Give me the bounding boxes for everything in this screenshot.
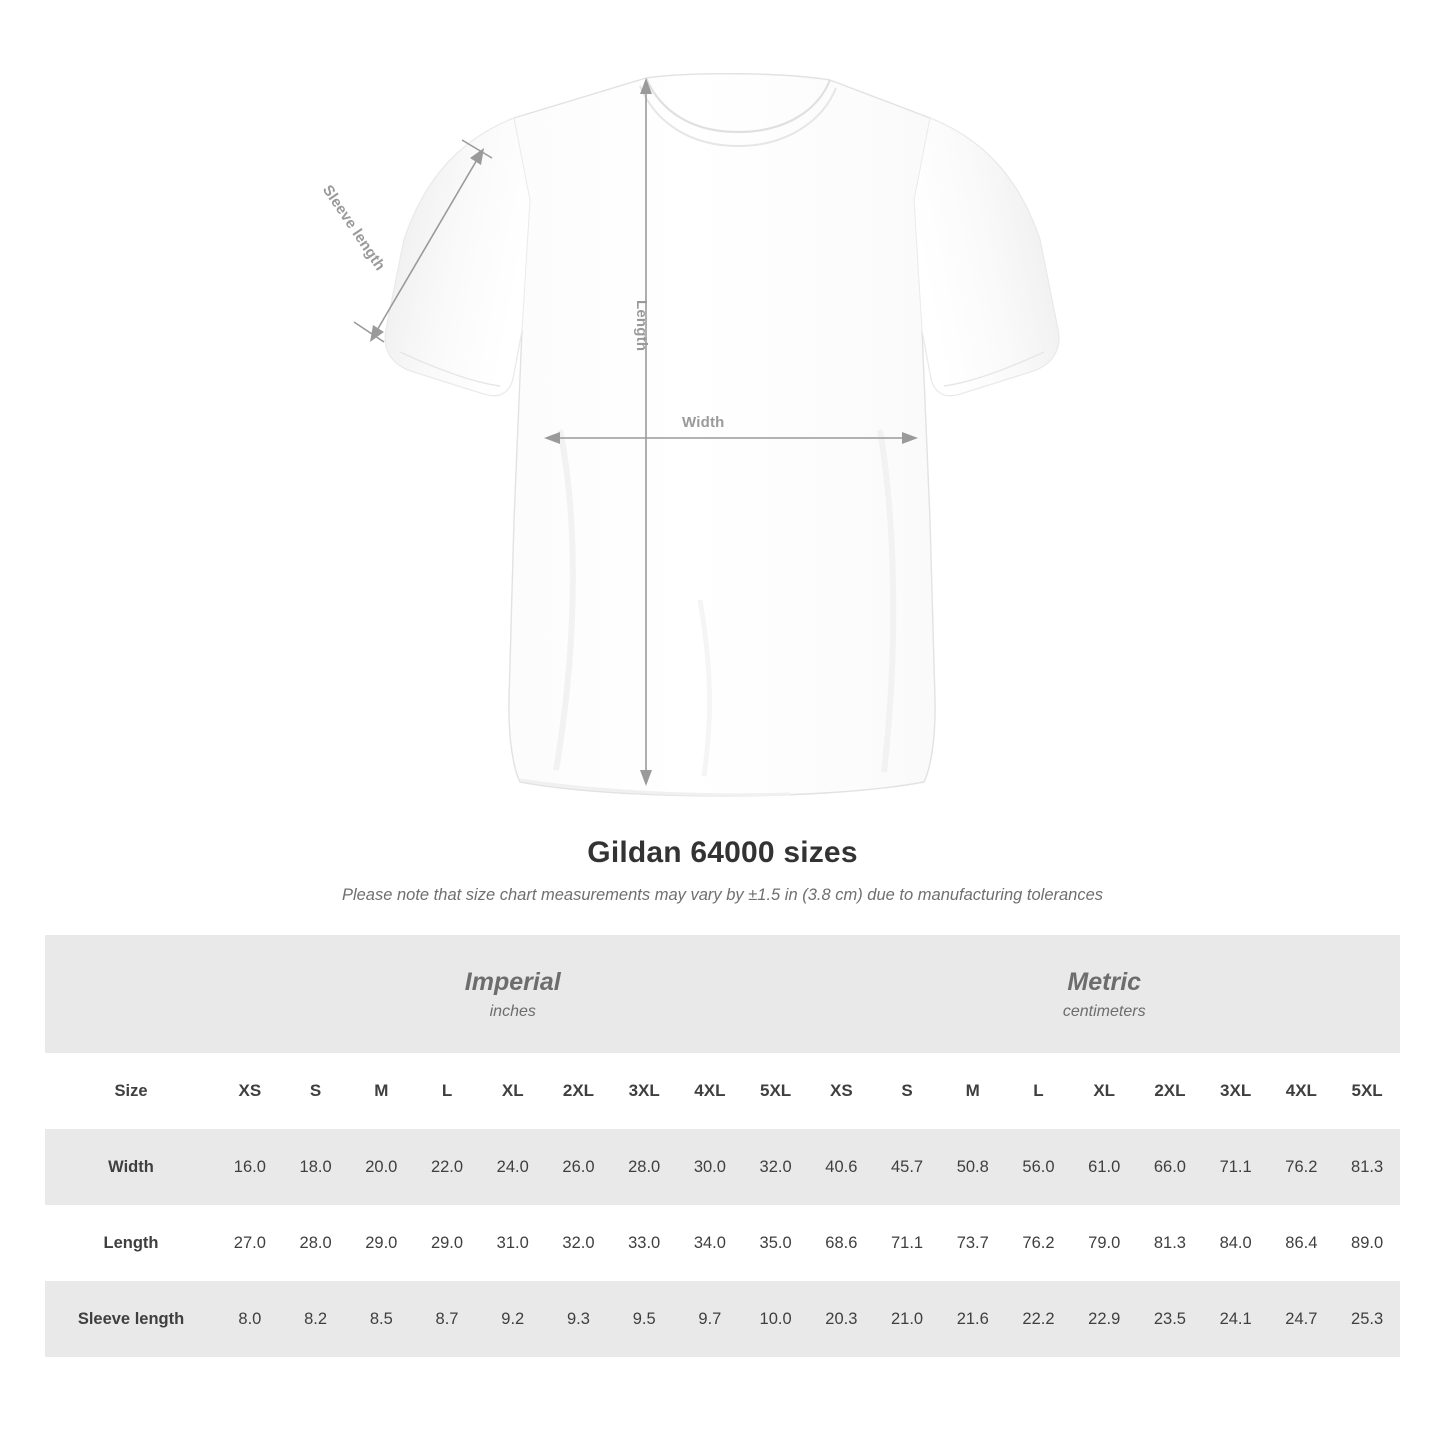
cell-width-12: 56.0 bbox=[1006, 1129, 1072, 1205]
unit-spacer-cell bbox=[45, 935, 217, 1053]
cell-sleeve-1: 8.2 bbox=[283, 1281, 349, 1357]
row-header-sleeve-length: Sleeve length bbox=[45, 1281, 217, 1357]
cell-width-2: 20.0 bbox=[348, 1129, 414, 1205]
table-row-sleeve-length bbox=[45, 1281, 1400, 1357]
sleeve-length-label: Sleeve length bbox=[318, 182, 389, 274]
cell-length-3: 29.0 bbox=[414, 1205, 480, 1281]
cell-width-16: 76.2 bbox=[1269, 1129, 1335, 1205]
cell-sleeve-9: 20.3 bbox=[808, 1281, 874, 1357]
cell-length-2: 29.0 bbox=[348, 1205, 414, 1281]
cell-length-12: 76.2 bbox=[1006, 1205, 1072, 1281]
cell-length-10: 71.1 bbox=[874, 1205, 940, 1281]
col-header-3xl-metric: 3XL bbox=[1203, 1053, 1269, 1129]
col-header-2xl-metric: 2XL bbox=[1137, 1053, 1203, 1129]
table-row-length bbox=[45, 1205, 1400, 1281]
cell-length-6: 33.0 bbox=[611, 1205, 677, 1281]
cell-length-17: 89.0 bbox=[1334, 1205, 1400, 1281]
cell-length-7: 34.0 bbox=[677, 1205, 743, 1281]
cell-width-4: 24.0 bbox=[480, 1129, 546, 1205]
cell-sleeve-11: 21.6 bbox=[940, 1281, 1006, 1357]
cell-length-5: 32.0 bbox=[546, 1205, 612, 1281]
col-header-xs-metric: XS bbox=[808, 1053, 874, 1129]
unit-metric-sub: centimeters bbox=[1062, 1002, 1146, 1020]
col-header-5xl-imperial: 5XL bbox=[743, 1053, 809, 1129]
col-header-xl-imperial: XL bbox=[480, 1053, 546, 1129]
size-table bbox=[45, 935, 1400, 1357]
col-header-l-metric: L bbox=[1006, 1053, 1072, 1129]
col-header-m-imperial: M bbox=[348, 1053, 414, 1129]
cell-sleeve-10: 21.0 bbox=[874, 1281, 940, 1357]
cell-width-9: 40.6 bbox=[808, 1129, 874, 1205]
col-header-3xl-imperial: 3XL bbox=[611, 1053, 677, 1129]
cell-sleeve-17: 25.3 bbox=[1334, 1281, 1400, 1357]
cell-sleeve-0: 8.0 bbox=[217, 1281, 283, 1357]
cell-length-15: 84.0 bbox=[1203, 1205, 1269, 1281]
cell-width-13: 61.0 bbox=[1071, 1129, 1137, 1205]
col-header-xl-metric: XL bbox=[1071, 1053, 1137, 1129]
cell-length-13: 79.0 bbox=[1071, 1205, 1137, 1281]
cell-width-10: 45.7 bbox=[874, 1129, 940, 1205]
cell-width-7: 30.0 bbox=[677, 1129, 743, 1205]
cell-sleeve-16: 24.7 bbox=[1269, 1281, 1335, 1357]
cell-width-17: 81.3 bbox=[1334, 1129, 1400, 1205]
cell-width-14: 66.0 bbox=[1137, 1129, 1203, 1205]
cell-sleeve-7: 9.7 bbox=[677, 1281, 743, 1357]
col-header-s-imperial: S bbox=[283, 1053, 349, 1129]
cell-length-16: 86.4 bbox=[1269, 1205, 1335, 1281]
row-header-length: Length bbox=[45, 1205, 217, 1281]
cell-width-6: 28.0 bbox=[611, 1129, 677, 1205]
page-title: Gildan 64000 sizes bbox=[587, 836, 858, 869]
cell-length-1: 28.0 bbox=[283, 1205, 349, 1281]
cell-width-5: 26.0 bbox=[546, 1129, 612, 1205]
col-header-l-imperial: L bbox=[414, 1053, 480, 1129]
size-header-row bbox=[45, 1053, 1400, 1129]
cell-length-0: 27.0 bbox=[217, 1205, 283, 1281]
row-header-width: Width bbox=[45, 1129, 217, 1205]
title-block bbox=[0, 836, 1445, 905]
cell-sleeve-4: 9.2 bbox=[480, 1281, 546, 1357]
unit-imperial-cell bbox=[217, 935, 808, 1053]
unit-header-row bbox=[45, 935, 1400, 1053]
unit-metric-name: Metric bbox=[1067, 968, 1142, 997]
col-header-m-metric: M bbox=[940, 1053, 1006, 1129]
cell-sleeve-12: 22.2 bbox=[1006, 1281, 1072, 1357]
length-label: Length bbox=[633, 300, 650, 352]
col-header-5xl-metric: 5XL bbox=[1334, 1053, 1400, 1129]
row-header-size: Size bbox=[45, 1053, 217, 1129]
cell-length-14: 81.3 bbox=[1137, 1205, 1203, 1281]
cell-sleeve-6: 9.5 bbox=[611, 1281, 677, 1357]
cell-sleeve-13: 22.9 bbox=[1071, 1281, 1137, 1357]
cell-sleeve-14: 23.5 bbox=[1137, 1281, 1203, 1357]
cell-sleeve-15: 24.1 bbox=[1203, 1281, 1269, 1357]
cell-sleeve-8: 10.0 bbox=[743, 1281, 809, 1357]
col-header-4xl-metric: 4XL bbox=[1269, 1053, 1335, 1129]
cell-length-8: 35.0 bbox=[743, 1205, 809, 1281]
unit-metric-cell bbox=[808, 935, 1400, 1053]
col-header-2xl-imperial: 2XL bbox=[546, 1053, 612, 1129]
tolerance-note: Please note that size chart measurements may vary by ±1.5 in (3.8 cm) due to manufacturing tolerances bbox=[341, 886, 1104, 904]
cell-width-0: 16.0 bbox=[217, 1129, 283, 1205]
col-header-s-metric: S bbox=[874, 1053, 940, 1129]
cell-length-11: 73.7 bbox=[940, 1205, 1006, 1281]
width-label: Width bbox=[682, 414, 725, 431]
cell-width-3: 22.0 bbox=[414, 1129, 480, 1205]
cell-width-1: 18.0 bbox=[283, 1129, 349, 1205]
col-header-xs-imperial: XS bbox=[217, 1053, 283, 1129]
cell-width-8: 32.0 bbox=[743, 1129, 809, 1205]
col-header-4xl-imperial: 4XL bbox=[677, 1053, 743, 1129]
table-row-width bbox=[45, 1129, 1400, 1205]
cell-sleeve-5: 9.3 bbox=[546, 1281, 612, 1357]
cell-length-9: 68.6 bbox=[808, 1205, 874, 1281]
cell-width-15: 71.1 bbox=[1203, 1129, 1269, 1205]
cell-width-11: 50.8 bbox=[940, 1129, 1006, 1205]
size-table-container bbox=[45, 935, 1400, 1357]
unit-imperial-sub: inches bbox=[489, 1002, 536, 1020]
cell-sleeve-3: 8.7 bbox=[414, 1281, 480, 1357]
unit-imperial-name: Imperial bbox=[464, 968, 561, 997]
cell-length-4: 31.0 bbox=[480, 1205, 546, 1281]
cell-sleeve-2: 8.5 bbox=[348, 1281, 414, 1357]
